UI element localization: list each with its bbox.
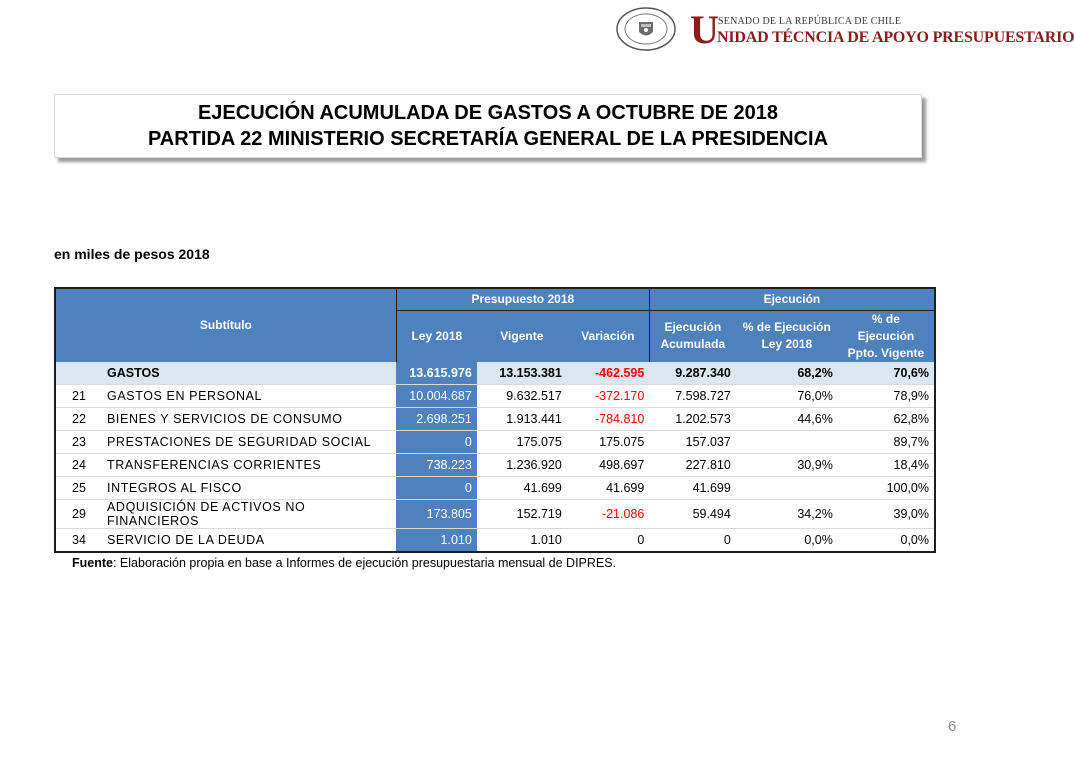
row-code: 21 (55, 384, 102, 407)
row-pct-vigente: 39,0% (838, 499, 935, 528)
row-ley: 0 (396, 430, 477, 453)
row-ley: 10.004.687 (396, 384, 477, 407)
title-box (54, 94, 922, 158)
row-pct-vigente: 62,8% (838, 407, 935, 430)
col-variacion: Variación (567, 310, 650, 362)
row-code: 34 (55, 528, 102, 552)
row-name: BIENES Y SERVICIOS DE CONSUMO (102, 407, 396, 430)
table-row (55, 453, 935, 476)
row-ley: 0 (396, 476, 477, 499)
row-vigente: 175.075 (477, 430, 567, 453)
row-ejecucion: 9.287.340 (649, 362, 736, 385)
col-pct-vig-l2: Ppto. Vigente (847, 345, 925, 360)
row-vigente: 13.153.381 (477, 362, 567, 385)
table-row (55, 528, 935, 552)
brand-unidad-line: NIDAD TÉCNCIA DE APOYO PRESUPUESTARIO (717, 29, 1074, 46)
row-name: ADQUISICIÓN DE ACTIVOS NO FINANCIEROS (102, 499, 396, 528)
table-row (55, 499, 935, 528)
col-ejec-acum-l2: Acumulada (660, 337, 726, 351)
units-label: en miles de pesos 2018 (54, 246, 210, 262)
row-variacion: -784.810 (567, 407, 650, 430)
row-vigente: 9.632.517 (477, 384, 567, 407)
col-vigente: Vigente (477, 310, 567, 362)
row-code (55, 362, 102, 385)
senado-seal-logo (615, 6, 677, 52)
source-note (72, 556, 616, 570)
row-pct-ley: 68,2% (736, 362, 838, 385)
row-pct-vigente: 0,0% (838, 528, 935, 552)
brand-initial: U (690, 7, 719, 52)
row-vigente: 1.236.920 (477, 453, 567, 476)
header-ejecucion: Ejecución (649, 288, 935, 310)
table-row (55, 476, 935, 499)
col-pct-vig-l1: % de Ejecución (857, 311, 915, 343)
row-code: 29 (55, 499, 102, 528)
title-line-1: EJECUCIÓN ACUMULADA DE GASTOS A OCTUBRE DE 2018 (197, 102, 779, 124)
row-pct-ley: 76,0% (736, 384, 838, 407)
row-variacion: -462.595 (567, 362, 650, 385)
row-variacion: -372.170 (567, 384, 650, 407)
row-name: INTEGROS AL FISCO (102, 476, 396, 499)
row-pct-vigente: 70,6% (838, 362, 935, 385)
row-name: TRANSFERENCIAS CORRIENTES (102, 453, 396, 476)
row-code: 22 (55, 407, 102, 430)
brand-senado-line: SENADO DE LA REPÚBLICA DE CHILE (718, 16, 902, 27)
row-ley: 13.615.976 (396, 362, 477, 385)
row-ejecucion: 227.810 (649, 453, 736, 476)
row-vigente: 1.010 (477, 528, 567, 552)
row-pct-vigente: 100,0% (838, 476, 935, 499)
row-variacion: -21.086 (567, 499, 650, 528)
row-variacion: 0 (567, 528, 650, 552)
row-ejecucion: 59.494 (649, 499, 736, 528)
row-ejecucion: 0 (649, 528, 736, 552)
row-ejecucion: 1.202.573 (649, 407, 736, 430)
row-ley: 738.223 (396, 453, 477, 476)
table-row (55, 430, 935, 453)
row-name: SERVICIO DE LA DEUDA (102, 528, 396, 552)
row-pct-ley (736, 430, 838, 453)
budget-table (54, 287, 936, 553)
page-number: 6 (948, 718, 957, 735)
row-vigente: 41.699 (477, 476, 567, 499)
row-variacion: 175.075 (567, 430, 650, 453)
col-pct-ley-l2: Ley 2018 (761, 337, 813, 351)
row-variacion: 41.699 (567, 476, 650, 499)
row-ejecucion: 41.699 (649, 476, 736, 499)
col-pct-ley (736, 310, 838, 362)
row-vigente: 1.913.441 (477, 407, 567, 430)
row-name: GASTOS EN PERSONAL (102, 384, 396, 407)
row-name: PRESTACIONES DE SEGURIDAD SOCIAL (102, 430, 396, 453)
table-row (55, 407, 935, 430)
row-code: 25 (55, 476, 102, 499)
row-pct-vigente: 18,4% (838, 453, 935, 476)
source-text: : Elaboración propia en base a Informes de ejecución presupuestaria mensual de DIPRES. (112, 556, 617, 570)
row-vigente: 152.719 (477, 499, 567, 528)
col-ley-2018: Ley 2018 (396, 310, 477, 362)
row-name: GASTOS (102, 362, 396, 385)
title-line-2: PARTIDA 22 MINISTERIO SECRETARÍA GENERAL DE LA PRESIDENCIA (147, 128, 829, 150)
header-subtitulo: Subtítulo (55, 288, 396, 362)
row-ejecucion: 157.037 (649, 430, 736, 453)
row-code: 24 (55, 453, 102, 476)
row-ley: 173.805 (396, 499, 477, 528)
row-pct-ley: 34,2% (736, 499, 838, 528)
col-pct-vigente (838, 310, 935, 362)
col-ejecucion-acumulada (649, 310, 736, 362)
row-ley: 2.698.251 (396, 407, 477, 430)
table-row (55, 362, 935, 385)
row-pct-ley: 0,0% (736, 528, 838, 552)
col-ejec-acum-l1: Ejecución (664, 320, 722, 334)
row-pct-vigente: 78,9% (838, 384, 935, 407)
row-pct-ley (736, 476, 838, 499)
row-ejecucion: 7.598.727 (649, 384, 736, 407)
row-code: 23 (55, 430, 102, 453)
header-presupuesto: Presupuesto 2018 (396, 288, 649, 310)
row-variacion: 498.697 (567, 453, 650, 476)
row-pct-ley: 30,9% (736, 453, 838, 476)
row-pct-vigente: 89,7% (838, 430, 935, 453)
col-pct-ley-l1: % de Ejecución (742, 320, 831, 334)
row-pct-ley: 44,6% (736, 407, 838, 430)
table-row (55, 384, 935, 407)
source-label: Fuente (72, 556, 113, 570)
row-ley: 1.010 (396, 528, 477, 552)
